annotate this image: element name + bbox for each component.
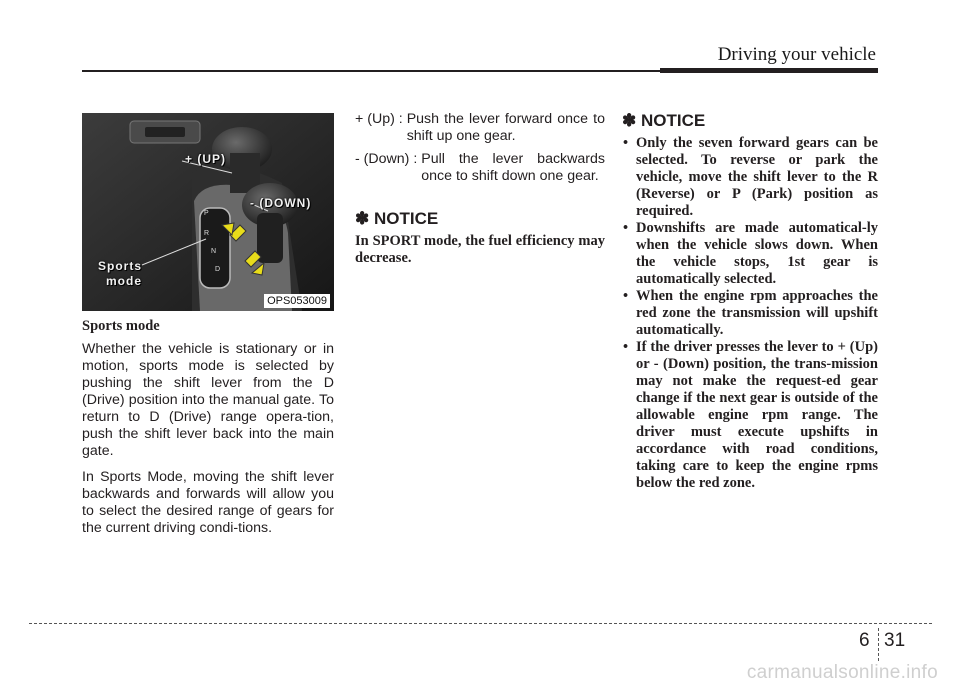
- list-item: [622, 135, 878, 220]
- header-rule-accent: [660, 68, 878, 73]
- gate-letter-r: R: [204, 230, 210, 237]
- footer-rule: [29, 623, 932, 624]
- paragraph: In Sports Mode, moving the shift lever backwards and forwards will allow you to select the desired range of gears for the current driving condi-tions.: [82, 469, 334, 536]
- bullet-icon: •: [623, 339, 629, 355]
- list-item: [622, 288, 878, 339]
- list-item-text: When the engine rpm approaches the red zone the transmission will upshift automatically.: [636, 288, 878, 338]
- list-item: [622, 220, 878, 288]
- bullet-icon: •: [623, 135, 629, 151]
- definition-up: [355, 111, 605, 145]
- list-item-text: If the driver presses the lever to + (Up) or - (Down) position, the trans-mission may not make the request-ed gear change if the next gear is outside of the allowable engine rpm range. The driver must execute upshifts in accordance with road conditions, taking care to keep the engine rpms below the red zone.: [636, 339, 878, 491]
- list-item-text: Downshifts are made automatical-ly when the vehicle slows down. When the vehicle stops, 1st gear is automatically selected.: [636, 220, 878, 287]
- callout-down: - (DOWN): [250, 196, 312, 210]
- definition-text: Pull the lever backwards once to shift down one gear.: [421, 151, 605, 184]
- footer-divider: [878, 628, 879, 661]
- gate-letter-n: N: [211, 248, 217, 255]
- definition-term: - (Down) :: [355, 151, 418, 167]
- notice-text: In SPORT mode, the fuel efficiency may decrease.: [355, 233, 605, 266]
- definition-term: + (Up) :: [355, 111, 403, 127]
- callout-mode: mode: [106, 274, 143, 288]
- gate-letter-p: P: [204, 210, 209, 217]
- subheading-sports-mode: Sports mode: [82, 318, 160, 334]
- watermark: carmanualsonline.info: [746, 662, 938, 683]
- callout-sports: Sports: [98, 259, 143, 273]
- column-middle: [355, 111, 605, 267]
- bullet-icon: •: [623, 220, 629, 236]
- notice-heading: ✽ NOTICE: [622, 111, 706, 130]
- list-item: [622, 339, 878, 492]
- running-header: Driving your vehicle: [717, 44, 876, 65]
- chapter-number: 6: [859, 630, 870, 651]
- page-number: 31: [884, 630, 906, 651]
- callout-up: + (UP): [185, 152, 227, 166]
- definition-text: Push the lever forward once to shift up one gear.: [406, 111, 605, 144]
- paragraph: Whether the vehicle is stationary or in motion, sports mode is selected by pushing the shift lever from the D (Drive) position into the manual gate. To return to D (Drive) range opera-tion, push the shift lever back into the main gate.: [82, 341, 334, 459]
- column-left: [82, 318, 334, 546]
- notice-heading: ✽ NOTICE: [355, 209, 439, 228]
- definition-down: [355, 151, 605, 185]
- gate-letter-d: D: [215, 266, 221, 273]
- list-item-text: Only the seven forward gears can be selected. To reverse or park the vehicle, move the shift lever to the R (Reverse) or P (Park) position as required.: [636, 135, 878, 219]
- shift-lever-figure: [82, 113, 334, 311]
- column-right: [622, 111, 878, 492]
- notice-bullet-list: [622, 135, 878, 492]
- figure-code: OPS053009: [264, 294, 330, 308]
- bullet-icon: •: [623, 288, 629, 304]
